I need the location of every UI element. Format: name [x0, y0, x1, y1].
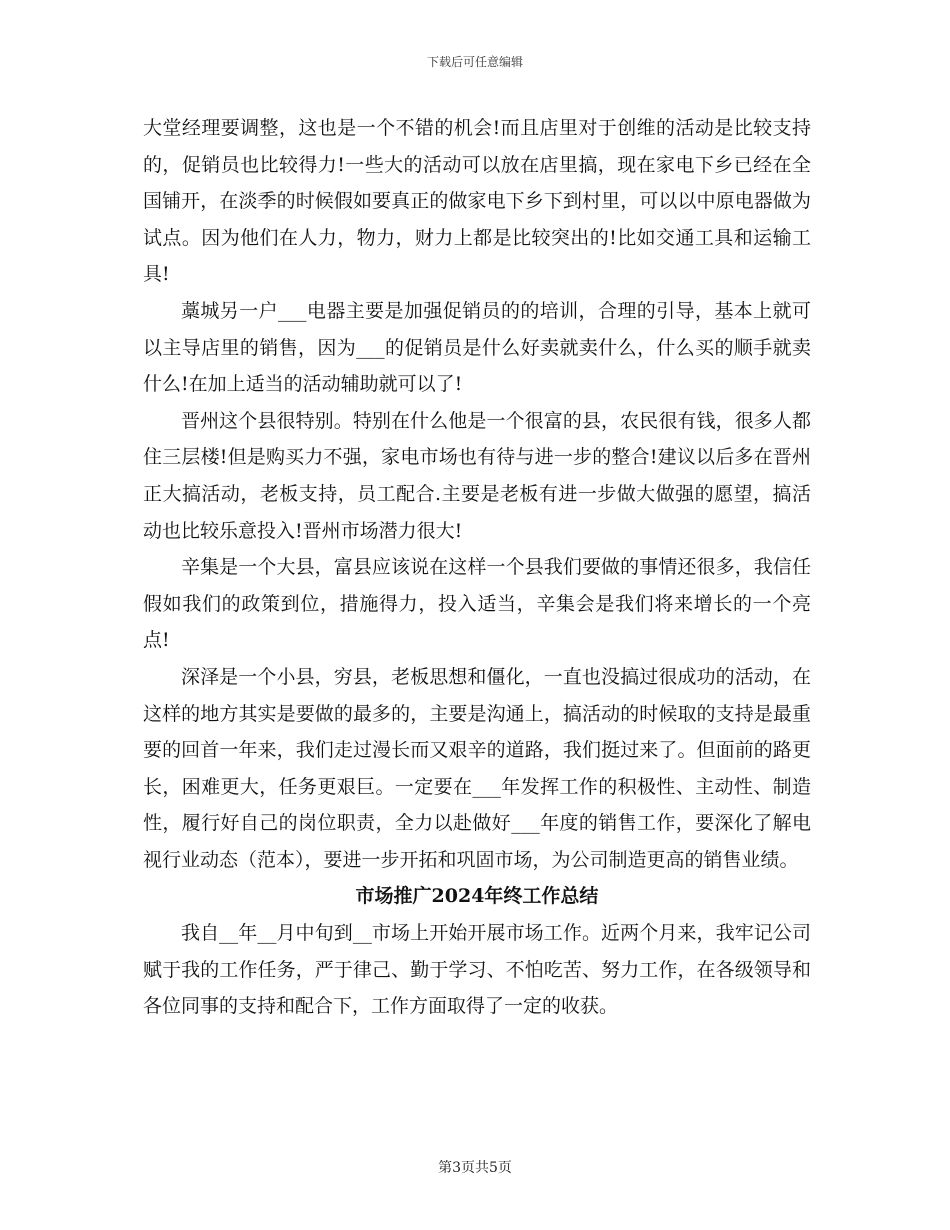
- paragraph-shenze: 深泽是一个小县，穷县，老板思想和僵化，一直也没搞过很成功的活动，在这样的地方其实是要做的最多的，主要是沟通上，搞活动的时候取的支持是最重要的回首一年来，我们走过漫长而又艰辛的道路，我们挺过来了。但面前的路更长，困难更大，任务更艰巨。一定要在___年发挥工作的积极性、主动性、制造性，履行好自己的岗位职责，全力以赴做好___年度的销售工作，要深化了解电视行业动态（范本），要进一步开拓和巩固市场，为公司制造更高的销售业绩。: [143, 665, 811, 871]
- document-body: [143, 110, 811, 1025]
- page-number: 第3页共5页: [438, 1160, 512, 1176]
- paragraph-gaocheng: 藁城另一户___电器主要是加强促销员的的培训，合理的引导，基本上就可以主导店里的销售，因为___的促销员是什么好卖就卖什么，什么买的顺手就卖什么!在加上适当的活动辅助就可以了!: [143, 299, 811, 396]
- paragraph-xinji: 辛集是一个大县，富县应该说在这样一个县我们要做的事情还很多，我信任假如我们的政策到位，措施得力，投入适当，辛集会是我们将来增长的一个亮点!: [143, 556, 811, 652]
- page-header: 下载后可任意编辑: [426, 55, 523, 69]
- section-title: 市场推广2024年终工作总结: [355, 885, 599, 908]
- paragraph-jinzhou: 晋州这个县很特别。特别在什么他是一个很富的县，农民很有钱，很多人都住三层楼!但是购买力不强，家电市场也有待与进一步的整合!建议以后多在晋州正大搞活动，老板支持，员工配合.主要是老板有进一步做大做强的愿望，搞活动也比较乐意投入!晋州市场潜力很大!: [143, 409, 811, 542]
- paragraph-intro: 我自__年__月中旬到__市场上开始开展市场工作。近两个月来，我牢记公司赋于我的工作任务，严于律己、勤于学习、不怕吃苦、努力工作，在各级领导和各位同事的支持和配合下，工作方面取得了一定的收获。: [143, 922, 811, 1018]
- paragraph-continuation: 大堂经理要调整，这也是一个不错的机会!而且店里对于创维的活动是比较支持的，促销员也比较得力!一些大的活动可以放在店里搞，现在家电下乡已经在全国铺开，在淡季的时候假如要真正的做家电下乡下到村里，可以以中原电器做为试点。因为他们在人力，物力，财力上都是比较突出的!比如交通工具和运输工具!: [143, 117, 811, 286]
